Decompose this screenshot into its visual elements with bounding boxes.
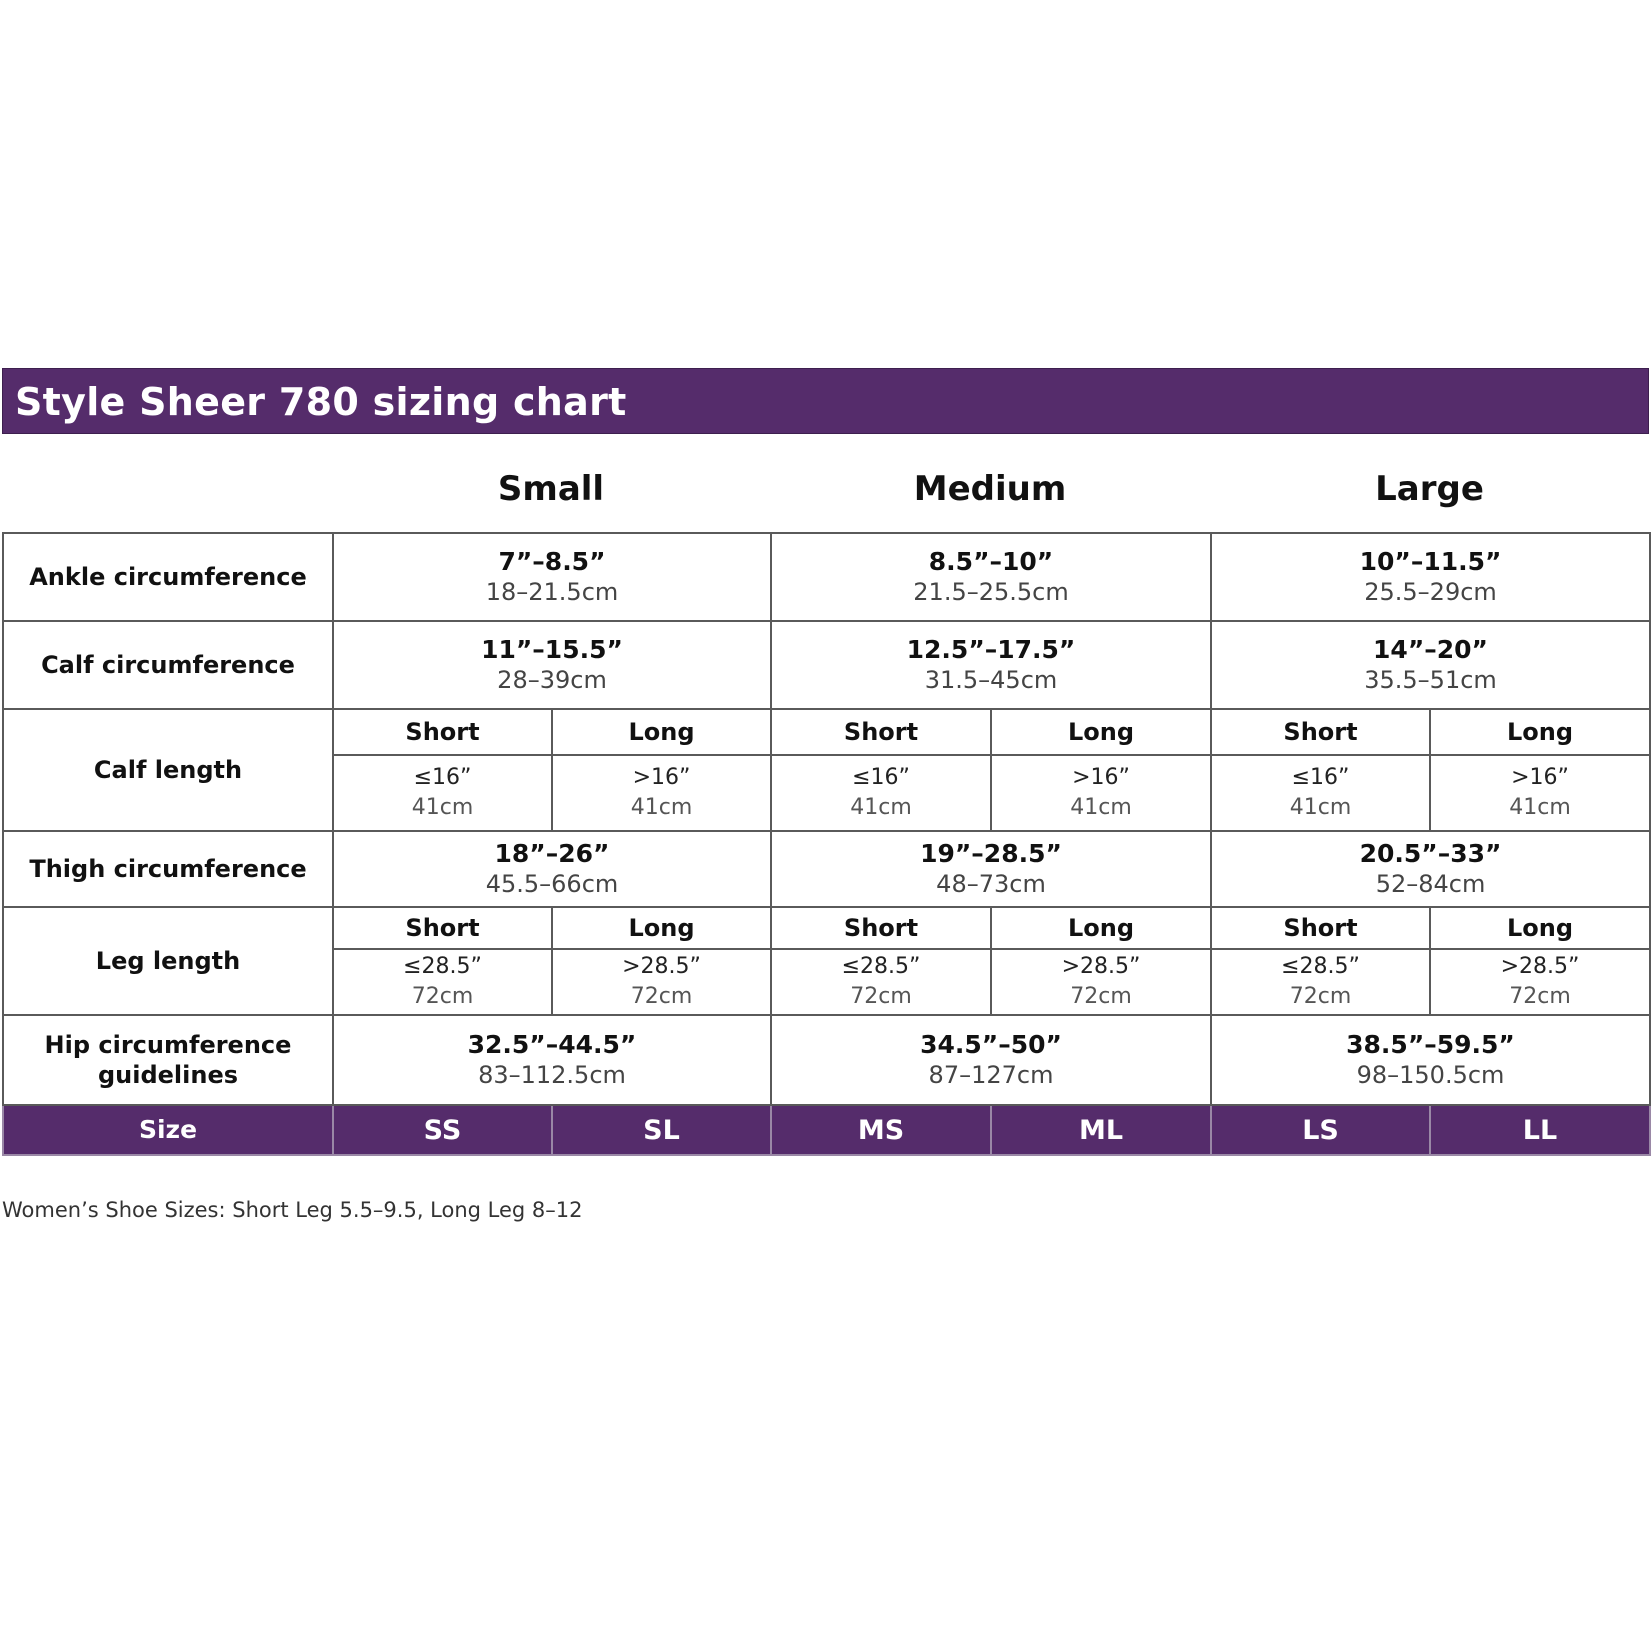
sizing-table (2, 532, 1651, 1156)
table-row-thigh (3, 831, 1650, 907)
leg-length-short-inches: ≤28.5” (403, 954, 482, 979)
cell-thigh-medium (771, 831, 1211, 907)
hip-large-cm: 98–150.5cm (1356, 1061, 1505, 1089)
leg-length-long-head: Long (1430, 907, 1650, 949)
leg-length-short-cm: 72cm (850, 984, 912, 1009)
table-row-ankle (3, 533, 1650, 621)
thigh-medium-cm: 48–73cm (936, 870, 1046, 898)
leg-length-short-cm: 72cm (1289, 984, 1352, 1009)
cell-hip-large (1211, 1015, 1650, 1105)
calf-length-long-inches: >16” (1511, 765, 1569, 790)
calf-length-long-cell (1430, 755, 1650, 831)
leg-length-long-cell (552, 949, 771, 1015)
calf-large-cm: 35.5–51cm (1364, 666, 1497, 694)
cell-ankle-medium (771, 533, 1211, 621)
calf-length-short-head: Short (333, 709, 552, 755)
row-label-hip-line1: Hip circumference (44, 1031, 292, 1059)
ankle-large-cm: 25.5–29cm (1364, 578, 1497, 606)
cell-thigh-small (333, 831, 771, 907)
cell-ankle-large (1211, 533, 1650, 621)
cell-thigh-large (1211, 831, 1650, 907)
cell-calf-small (333, 621, 771, 709)
thigh-large-cm: 52–84cm (1375, 870, 1486, 898)
leg-length-short-cell (1211, 949, 1430, 1015)
leg-length-long-cell (991, 949, 1211, 1015)
calf-length-short-inches: ≤16” (413, 765, 472, 790)
row-label-ankle: Ankle circumference (3, 533, 333, 621)
cell-hip-medium (771, 1015, 1211, 1105)
leg-length-long-cm: 72cm (630, 984, 693, 1009)
calf-small-cm: 28–39cm (497, 666, 607, 694)
size-group-small: Small (497, 469, 605, 509)
calf-length-long-inches: >16” (632, 765, 691, 790)
size-code-ss: SS (333, 1105, 552, 1155)
calf-length-long-cell (991, 755, 1211, 831)
row-label-hip (3, 1015, 333, 1105)
calf-length-short-cm: 41cm (850, 795, 912, 820)
thigh-medium-inches: 19”–28.5” (920, 839, 1062, 868)
hip-large-inches: 38.5”–59.5” (1346, 1030, 1515, 1059)
calf-length-short-cm: 41cm (411, 795, 474, 820)
calf-medium-cm: 31.5–45cm (924, 666, 1058, 694)
leg-length-long-inches: >28.5” (1500, 954, 1580, 979)
size-code-ll: LL (1430, 1105, 1650, 1155)
size-group-medium: Medium (913, 469, 1067, 509)
calf-length-short-inches: ≤16” (852, 765, 910, 790)
calf-length-short-cell (1211, 755, 1430, 831)
cell-ankle-small (333, 533, 771, 621)
size-code-sl: SL (552, 1105, 771, 1155)
table-row-calf-length-head (3, 709, 1650, 755)
table-row-calf (3, 621, 1650, 709)
calf-length-short-head: Short (1211, 709, 1430, 755)
leg-length-short-head: Short (1211, 907, 1430, 949)
hip-medium-cm: 87–127cm (928, 1061, 1054, 1089)
calf-length-long-head: Long (552, 709, 771, 755)
table-row-leg-length-head (3, 907, 1650, 949)
leg-length-long-cell (1430, 949, 1650, 1015)
leg-length-short-cell (333, 949, 552, 1015)
calf-length-long-cell (552, 755, 771, 831)
calf-length-long-cm: 41cm (1070, 795, 1132, 820)
leg-length-long-head: Long (991, 907, 1211, 949)
cell-hip-small (333, 1015, 771, 1105)
leg-length-long-cm: 72cm (1509, 984, 1571, 1009)
leg-length-short-cm: 72cm (411, 984, 474, 1009)
calf-length-short-inches: ≤16” (1291, 765, 1350, 790)
ankle-small-cm: 18–21.5cm (485, 578, 619, 606)
leg-length-short-head: Short (771, 907, 991, 949)
size-code-ms: MS (771, 1105, 991, 1155)
calf-length-long-inches: >16” (1072, 765, 1130, 790)
calf-length-long-head: Long (991, 709, 1211, 755)
calf-length-short-head: Short (771, 709, 991, 755)
thigh-small-cm: 45.5–66cm (485, 870, 619, 898)
row-label-thigh: Thigh circumference (3, 831, 333, 907)
calf-length-long-cm: 41cm (1509, 795, 1571, 820)
calf-large-inches: 14”–20” (1373, 635, 1488, 664)
ankle-large-inches: 10”–11.5” (1359, 547, 1502, 576)
row-label-calf-length: Calf length (3, 709, 333, 831)
hip-small-cm: 83–112.5cm (478, 1061, 626, 1089)
thigh-small-inches: 18”–26” (494, 839, 610, 868)
calf-small-inches: 11”–15.5” (481, 635, 623, 664)
row-label-hip-line2: guidelines (97, 1061, 239, 1089)
row-label-size: Size (3, 1105, 333, 1155)
leg-length-short-inches: ≤28.5” (1281, 954, 1360, 979)
cell-calf-large (1211, 621, 1650, 709)
leg-length-short-inches: ≤28.5” (841, 954, 921, 979)
size-code-ml: ML (991, 1105, 1211, 1155)
hip-small-inches: 32.5”–44.5” (467, 1030, 637, 1059)
calf-length-long-head: Long (1430, 709, 1650, 755)
size-group-large: Large (1375, 469, 1484, 509)
calf-length-long-cm: 41cm (630, 795, 693, 820)
table-row-hip (3, 1015, 1650, 1105)
size-code-ls: LS (1211, 1105, 1430, 1155)
leg-length-long-inches: >28.5” (1061, 954, 1141, 979)
footnote: Women’s Shoe Sizes: Short Leg 5.5–9.5, Long Leg 8–12 (2, 1198, 583, 1222)
chart-title: Style Sheer 780 sizing chart (15, 380, 627, 424)
calf-length-short-cell (771, 755, 991, 831)
cell-calf-medium (771, 621, 1211, 709)
leg-length-long-inches: >28.5” (622, 954, 701, 979)
calf-length-short-cm: 41cm (1289, 795, 1352, 820)
thigh-large-inches: 20.5”–33” (1359, 839, 1502, 868)
leg-length-long-cm: 72cm (1070, 984, 1132, 1009)
ankle-medium-inches: 8.5”–10” (928, 547, 1054, 576)
row-label-leg-length: Leg length (3, 907, 333, 1015)
leg-length-long-head: Long (552, 907, 771, 949)
ankle-small-inches: 7”–8.5” (498, 547, 606, 576)
leg-length-short-cell (771, 949, 991, 1015)
calf-medium-inches: 12.5”–17.5” (906, 635, 1076, 664)
leg-length-short-head: Short (333, 907, 552, 949)
row-label-calf: Calf circumference (3, 621, 333, 709)
hip-medium-inches: 34.5”–50” (920, 1030, 1062, 1059)
title-bar (2, 368, 1649, 434)
ankle-medium-cm: 21.5–25.5cm (913, 578, 1069, 606)
table-row-size (3, 1105, 1650, 1155)
calf-length-short-cell (333, 755, 552, 831)
